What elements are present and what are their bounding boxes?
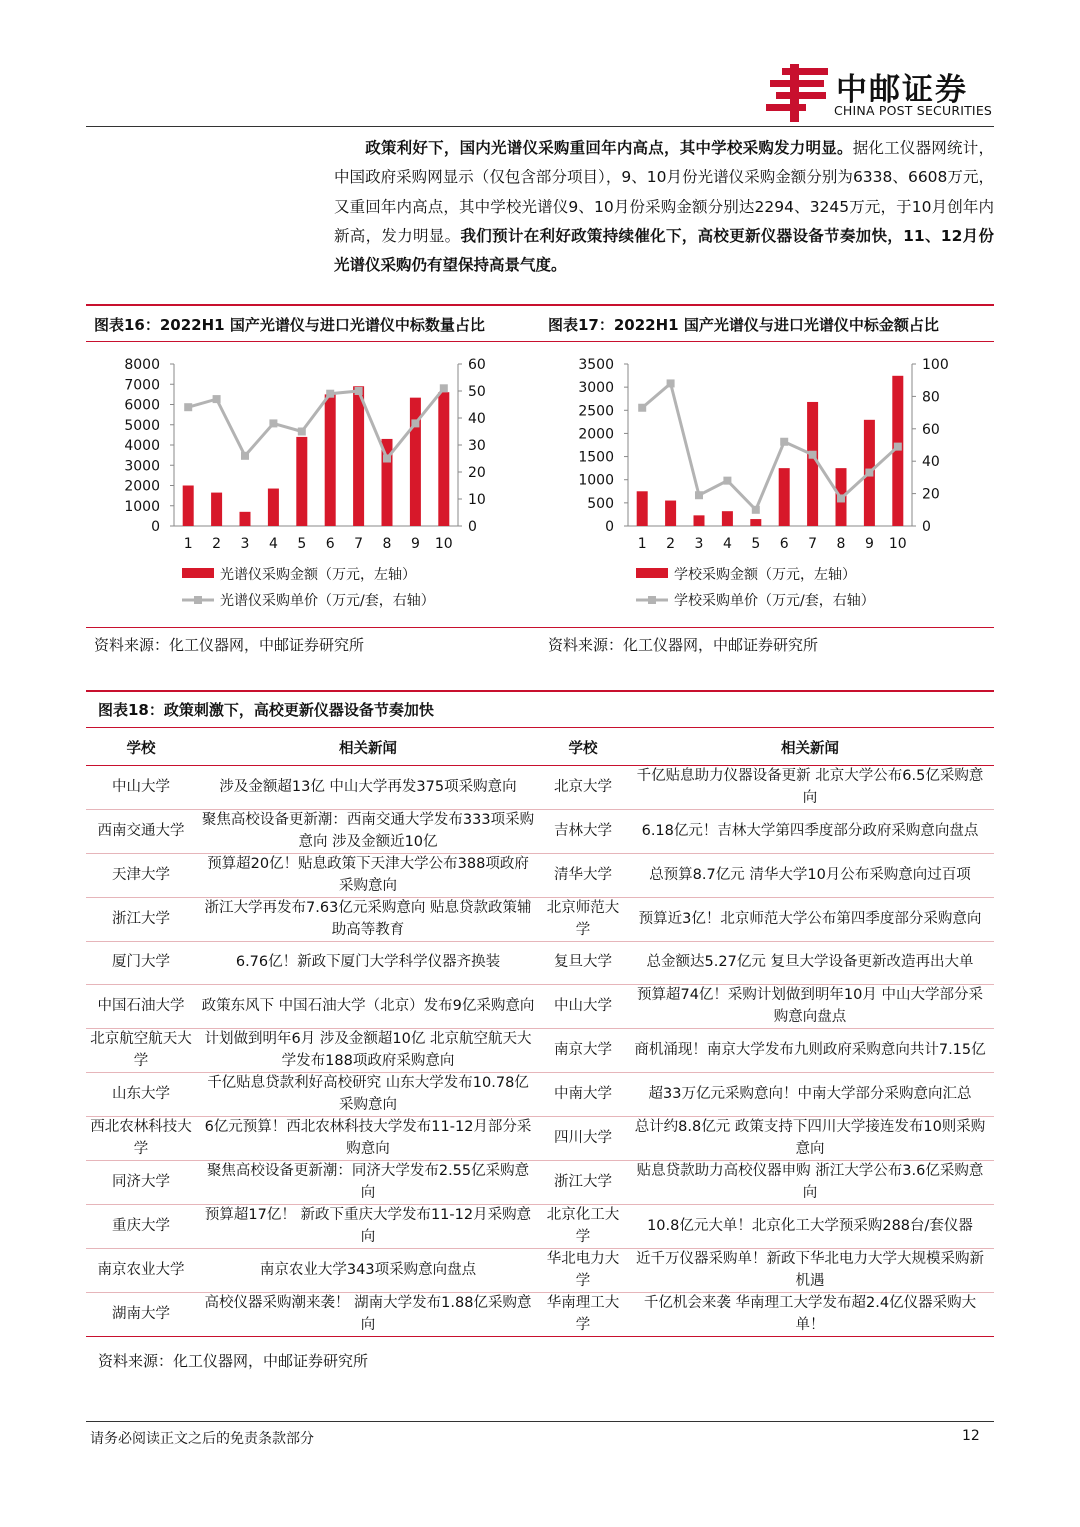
x-tick-label: 9 xyxy=(864,536,874,552)
bar-mark xyxy=(353,386,364,526)
header-news: 相关新闻 xyxy=(626,729,994,766)
x-tick-label: 1 xyxy=(183,536,193,552)
line-point xyxy=(638,404,646,412)
line-point xyxy=(213,395,221,403)
legend-line-marker xyxy=(194,596,202,604)
news-cell: 10.8亿元大单！北京化工大学预采购288台/套仪器 xyxy=(647,1218,973,1235)
school-cell: 湖南大学 xyxy=(112,1306,170,1323)
news-cell: 计划做到明年6月 涉及金额超10亿 北京航空航天大学发布188项政府采购意向 xyxy=(204,1031,532,1069)
news-cell: 南京农业大学343项采购意向盘点 xyxy=(259,1262,477,1279)
news-cell: 预算超20亿！贴息政策下天津大学公布388项政府采购意向 xyxy=(207,856,529,894)
y-tick-label-right: 40 xyxy=(922,454,940,471)
y-tick-label-left: 3000 xyxy=(578,380,614,397)
school-cell: 厦门大学 xyxy=(112,954,170,971)
news-cell: 高校仪器采购潮来袭！ 湖南大学发布1.88亿采购意向 xyxy=(204,1295,532,1333)
table-row xyxy=(86,1117,994,1161)
bar-mark xyxy=(750,519,761,526)
news-cell: 预算近3亿！北京师范大学公布第四季度部分采购意向 xyxy=(638,910,982,927)
news-cell: 总金额达5.27亿元 复旦大学设备更新改造再出大单 xyxy=(646,954,974,971)
news-cell: 超33万亿元采购意向！中南大学部分采购意向汇总 xyxy=(648,1086,972,1103)
line-point xyxy=(184,403,192,411)
logo-cn-text: 中邮证券 xyxy=(836,72,968,108)
legend-bar-label: 学校采购金额（万元，左轴） xyxy=(674,567,856,583)
y-tick-label-left: 5000 xyxy=(124,417,160,434)
school-cell: 北京航空航天大学 xyxy=(90,1031,192,1069)
y-tick-label-right: 10 xyxy=(468,492,486,508)
figure-bottom-rule xyxy=(86,627,994,628)
y-tick-label-right: 20 xyxy=(922,486,940,503)
school-cell: 南京大学 xyxy=(554,1042,612,1059)
intro-body: 据化工仪器网统计，中国政府采购网显示（仅包含部分项目），9、10月份光谱仪采购金额分别为6338、6608万元，又重回年内高点，其中学校光谱仪9、10月份采购金额分别达2294、3245万元，于10月创年内新高，发力明显。 xyxy=(334,139,994,245)
fig16-source: 资料来源：化工仪器网，中邮证券研究所 xyxy=(94,636,365,654)
school-cell: 北京师范大学 xyxy=(546,900,620,938)
line-point xyxy=(752,506,760,514)
table-row xyxy=(86,1293,994,1337)
intro-conclusion: 我们预计在利好政策持续催化下，高校更新仪器设备节奏加快，11、12月份光谱仪采购仍有望保持高景气度。 xyxy=(334,226,994,275)
line-point xyxy=(723,477,731,485)
x-tick-label: 7 xyxy=(808,536,818,552)
header-school: 学校 xyxy=(86,729,196,766)
bar-mark xyxy=(665,501,676,526)
line-point xyxy=(695,491,703,499)
bar-mark xyxy=(296,437,307,526)
school-cell: 吉林大学 xyxy=(554,822,612,839)
logo-en-text: CHINA POST SECURITIES xyxy=(834,103,993,118)
news-cell: 政策东风下 中国石油大学（北京）发布9亿采购意向 xyxy=(201,998,535,1015)
x-tick-label: 2 xyxy=(212,536,222,552)
line-point xyxy=(326,390,334,398)
y-tick-label-right: 50 xyxy=(468,384,486,400)
news-cell: 6.76亿！新政下厦门大学科学仪器齐换装 xyxy=(235,954,501,971)
y-tick-label-right: 40 xyxy=(468,411,486,427)
news-cell: 总计约8.8亿元 政策支持下四川大学接连发布10则采购意向 xyxy=(634,1119,986,1157)
news-cell: 千亿贴息助力仪器设备更新 北京大学公布6.5亿采购意向 xyxy=(636,768,984,806)
news-cell: 千亿机会来袭 华南理工大学发布超2.4亿仪器采购大单！ xyxy=(643,1295,977,1333)
line-point xyxy=(667,379,675,387)
school-cell: 西南交通大学 xyxy=(97,822,185,839)
x-tick-label: 5 xyxy=(751,536,761,552)
school-cell: 山东大学 xyxy=(112,1086,170,1103)
table-row xyxy=(86,854,994,898)
legend-line-marker xyxy=(648,596,656,604)
intro-paragraph xyxy=(334,134,994,280)
header-divider xyxy=(86,126,994,127)
school-cell: 重庆大学 xyxy=(112,1218,170,1235)
bar-mark xyxy=(438,392,449,526)
school-cell: 同济大学 xyxy=(112,1174,170,1191)
school-cell: 南京农业大学 xyxy=(97,1262,185,1279)
x-tick-label: 4 xyxy=(722,536,732,552)
china-post-logo-icon xyxy=(764,62,834,124)
y-tick-label-right: 0 xyxy=(468,519,477,535)
school-cell: 北京大学 xyxy=(554,778,612,795)
line-series xyxy=(188,388,444,458)
fig18-title-rule xyxy=(86,727,994,728)
bar-mark xyxy=(694,515,705,526)
y-tick-label-left: 2500 xyxy=(578,403,614,420)
news-cell: 浙江大学再发布7.63亿元采购意向 贴息贷款政策辅助高等教育 xyxy=(204,900,532,938)
line-point xyxy=(241,452,249,460)
table-header-row xyxy=(86,729,994,766)
school-cell: 华南理工大学 xyxy=(546,1295,620,1333)
news-cell: 千亿贴息贷款利好高校研究 山东大学发布10.78亿采购意向 xyxy=(207,1075,529,1113)
fig16-chart xyxy=(86,350,526,620)
legend-line-label: 光谱仪采购单价（万元/套，右轴） xyxy=(220,593,435,609)
x-tick-label: 6 xyxy=(779,536,789,552)
school-cell: 清华大学 xyxy=(554,866,612,883)
line-point xyxy=(809,451,817,459)
fig18-source: 资料来源：化工仪器网，中邮证券研究所 xyxy=(98,1352,369,1370)
bar-mark xyxy=(325,394,336,526)
line-point xyxy=(355,387,363,395)
footer-disclaimer: 请务必阅读正文之后的免责条款部分 xyxy=(90,1431,314,1447)
table-row xyxy=(86,766,994,810)
news-cell: 近千万仪器采购单！新政下华北电力大学大规模采购新机遇 xyxy=(636,1251,984,1289)
news-cell: 预算超17亿！ 新政下重庆大学发布11-12月采购意向 xyxy=(204,1207,532,1245)
table-row xyxy=(86,898,994,942)
school-cell: 天津大学 xyxy=(112,866,170,883)
table-row xyxy=(86,1205,994,1249)
x-tick-label: 10 xyxy=(434,536,453,552)
x-tick-label: 3 xyxy=(240,536,250,552)
y-tick-label-left: 1500 xyxy=(578,449,614,466)
bar-mark xyxy=(807,402,818,526)
news-table xyxy=(86,729,994,1337)
bar-mark xyxy=(211,493,222,526)
news-cell: 预算超74亿！采购计划做到明年10月 中山大学部分采购意向盘点 xyxy=(636,987,983,1025)
y-tick-label-left: 2000 xyxy=(578,426,614,443)
school-cell: 复旦大学 xyxy=(554,954,612,971)
y-tick-label-right: 30 xyxy=(468,438,486,454)
line-point xyxy=(411,419,419,427)
bar-mark xyxy=(183,486,194,527)
x-tick-label: 6 xyxy=(325,536,335,552)
news-cell: 聚焦高校设备更新潮：西南交通大学发布333项采购意向 涉及金额近10亿 xyxy=(201,812,535,850)
school-cell: 北京化工大学 xyxy=(546,1207,620,1245)
bar-mark xyxy=(779,468,790,526)
x-tick-label: 2 xyxy=(666,536,676,552)
news-cell: 总预算8.7亿元 清华大学10月公布采购意向过百项 xyxy=(649,866,971,883)
y-tick-label-left: 0 xyxy=(605,519,614,535)
school-cell: 浙江大学 xyxy=(112,910,170,927)
line-series xyxy=(642,383,898,509)
school-cell: 西北农林科技大学 xyxy=(90,1119,192,1157)
x-tick-label: 5 xyxy=(297,536,307,552)
table-row xyxy=(86,1249,994,1293)
fig18-top-rule xyxy=(86,690,994,692)
figure-title-rule xyxy=(86,341,994,342)
legend-bar-label: 光谱仪采购金额（万元，左轴） xyxy=(220,567,416,583)
y-tick-label-left: 1000 xyxy=(124,498,160,515)
y-tick-label-left: 6000 xyxy=(124,397,160,414)
y-tick-label-left: 8000 xyxy=(124,357,160,373)
line-point xyxy=(440,384,448,392)
x-tick-label: 7 xyxy=(354,536,364,552)
y-tick-label-left: 3500 xyxy=(578,357,614,373)
news-cell: 6.18亿元！吉林大学第四季度部分政府采购意向盘点 xyxy=(641,822,979,839)
news-cell: 商机涌现！南京大学发布九则政府采购意向共计7.15亿 xyxy=(634,1042,986,1059)
fig18-title: 图表18：政策刺激下，高校更新仪器设备节奏加快 xyxy=(98,701,434,719)
y-tick-label-right: 60 xyxy=(922,421,940,438)
school-cell: 中国石油大学 xyxy=(97,998,185,1015)
news-cell: 贴息贷款助力高校仪器申购 浙江大学公布3.6亿采购意向 xyxy=(636,1163,984,1201)
header-news: 相关新闻 xyxy=(196,729,540,766)
line-point xyxy=(780,438,788,446)
x-tick-label: 10 xyxy=(888,536,907,552)
x-tick-label: 8 xyxy=(382,536,392,552)
line-point xyxy=(383,455,391,463)
x-tick-label: 1 xyxy=(637,536,647,552)
news-cell: 6亿元预算！西北农林科技大学发布11-12月部分采购意向 xyxy=(204,1119,532,1157)
line-point xyxy=(298,428,306,436)
school-cell: 中南大学 xyxy=(554,1086,612,1103)
x-tick-label: 3 xyxy=(694,536,704,552)
fig17-title: 图表17：2022H1 国产光谱仪与进口光谱仪中标金额占比 xyxy=(548,316,939,334)
fig17-source: 资料来源：化工仪器网，中邮证券研究所 xyxy=(548,636,819,654)
y-tick-label-right: 80 xyxy=(922,389,940,406)
news-cell: 涉及金额超13亿 中山大学再发375项采购意向 xyxy=(219,778,517,795)
x-tick-label: 4 xyxy=(268,536,278,552)
school-cell: 中山大学 xyxy=(112,778,170,795)
y-tick-label-right: 100 xyxy=(922,357,949,373)
school-cell: 中山大学 xyxy=(554,998,612,1015)
y-tick-label-left: 3000 xyxy=(124,458,160,475)
page-number: 12 xyxy=(962,1428,980,1444)
line-point xyxy=(894,443,902,451)
news-cell: 聚焦高校设备更新潮：同济大学发布2.55亿采购意向 xyxy=(206,1163,530,1201)
intro-lead: 政策利好下，国内光谱仪采购重回年内高点，其中学校采购发力明显。 xyxy=(365,139,853,157)
y-tick-label-right: 20 xyxy=(468,465,486,481)
fig16-title: 图表16：2022H1 国产光谱仪与进口光谱仪中标数量占比 xyxy=(94,316,485,334)
y-tick-label-left: 0 xyxy=(151,519,160,535)
figure-top-rule xyxy=(86,304,994,306)
school-cell: 华北电力大学 xyxy=(546,1251,620,1289)
school-cell: 四川大学 xyxy=(554,1130,612,1147)
y-tick-label-left: 500 xyxy=(587,495,614,512)
header-school: 学校 xyxy=(540,729,626,766)
x-tick-label: 8 xyxy=(836,536,846,552)
table-row xyxy=(86,810,994,854)
y-tick-label-left: 4000 xyxy=(124,438,160,454)
table-row xyxy=(86,942,994,985)
bar-mark xyxy=(637,491,648,526)
y-tick-label-left: 2000 xyxy=(124,478,160,495)
y-tick-label-left: 1000 xyxy=(578,472,614,489)
bar-mark xyxy=(722,511,733,526)
x-tick-label: 9 xyxy=(410,536,420,552)
table-row xyxy=(86,1029,994,1073)
y-tick-label-right: 60 xyxy=(468,357,486,373)
bar-mark xyxy=(268,489,279,526)
line-point xyxy=(269,419,277,427)
school-cell: 浙江大学 xyxy=(554,1174,612,1191)
table-row xyxy=(86,1161,994,1205)
footer-divider xyxy=(86,1421,994,1422)
y-tick-label-right: 0 xyxy=(922,519,931,535)
line-point xyxy=(837,494,845,502)
table-row xyxy=(86,985,994,1029)
y-tick-label-left: 7000 xyxy=(124,377,160,394)
fig17-chart xyxy=(540,350,980,620)
legend-bar-swatch xyxy=(182,568,214,578)
line-point xyxy=(865,469,873,477)
bar-mark xyxy=(240,512,251,526)
legend-line-label: 学校采购单价（万元/套，右轴） xyxy=(674,593,875,609)
company-logo xyxy=(764,62,996,124)
table-row xyxy=(86,1073,994,1117)
legend-bar-swatch xyxy=(636,568,668,578)
